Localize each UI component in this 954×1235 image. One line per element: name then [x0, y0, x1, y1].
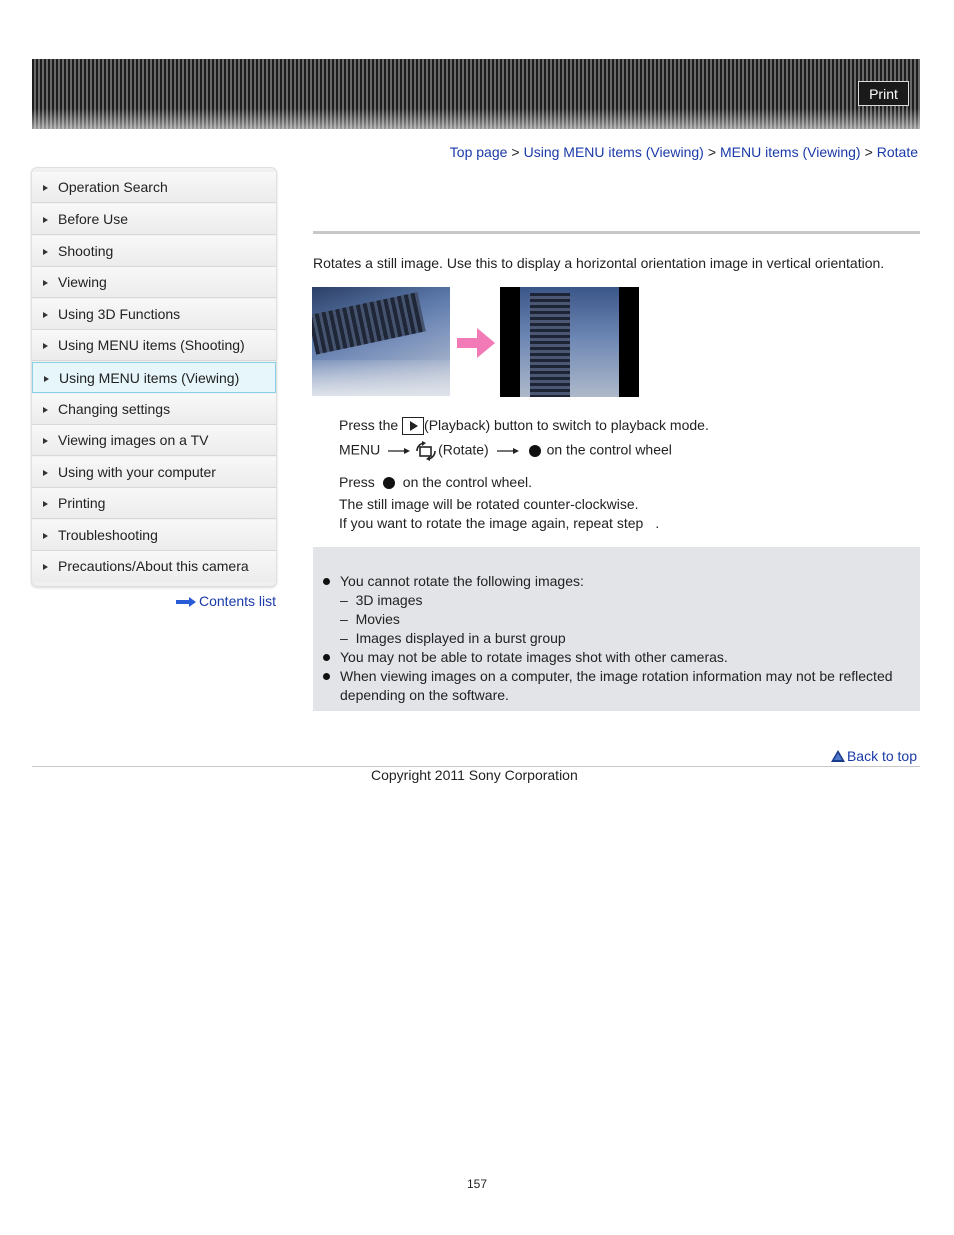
note-3-line-2: depending on the software. [340, 687, 509, 703]
triangle-right-icon [43, 343, 48, 349]
horizontal-image-before [312, 287, 450, 396]
step-2 [339, 441, 672, 461]
step-3-line-3 [339, 515, 659, 531]
dash: – [340, 630, 348, 646]
sidebar-item-label: Using MENU items (Shooting) [58, 337, 245, 353]
sidebar-item-label: Precautions/About this camera [58, 558, 249, 574]
sidebar-item-viewing[interactable] [32, 267, 276, 298]
rotate-icon [414, 441, 438, 461]
sidebar-item-label: Using 3D Functions [58, 306, 181, 322]
playback-icon [402, 417, 424, 435]
sidebar [31, 167, 277, 587]
note-2: You may not be able to rotate images shot with other cameras. [340, 649, 728, 665]
sidebar-item-shooting[interactable] [32, 236, 276, 267]
sidebar-item-label: Viewing [58, 274, 107, 290]
contents-list-link[interactable] [176, 593, 276, 609]
step-3-post: on the control wheel. [402, 474, 532, 490]
note-1-sub-1 [340, 592, 423, 608]
triangle-right-icon [43, 312, 48, 318]
step-3 [339, 474, 532, 490]
sidebar-item-operation-search[interactable] [32, 172, 276, 203]
triangle-right-icon [43, 407, 48, 413]
back-to-top-link[interactable] [831, 748, 917, 764]
triangle-right-icon [43, 564, 48, 570]
note-1-sub-3 [340, 630, 566, 646]
sidebar-item-label: Before Use [58, 211, 129, 227]
breadcrumb-separator: > [707, 144, 717, 160]
rotated-image-after [500, 287, 639, 397]
triangle-right-icon [43, 470, 48, 476]
breadcrumb [450, 144, 918, 160]
sidebar-item-troubleshooting[interactable] [32, 520, 276, 551]
breadcrumb-top-page[interactable]: Top page [449, 144, 508, 160]
step-1-post: (Playback) button to switch to playback mode. [424, 417, 709, 433]
triangle-right-icon [43, 249, 48, 255]
breadcrumb-separator: > [511, 144, 520, 160]
triangle-right-icon [43, 217, 48, 223]
triangle-right-icon [43, 533, 48, 539]
print-button[interactable]: Print [858, 81, 909, 106]
triangle-right-icon [43, 438, 48, 444]
sidebar-item-menu-shooting[interactable] [32, 330, 276, 361]
note-1-sub-text: Images displayed in a burst group [355, 630, 566, 646]
note-1-sub-2 [340, 611, 400, 627]
contents-list-label: Contents list [199, 593, 277, 609]
arrow-right-icon [497, 447, 519, 455]
dash: – [340, 611, 348, 627]
page-number: 157 [467, 1177, 488, 1191]
intro-text: Rotates a still image. Use this to display a horizontal orientation image in vertical orientation. [313, 255, 885, 271]
sidebar-item-menu-viewing[interactable] [32, 362, 276, 393]
sidebar-item-label: Troubleshooting [58, 527, 158, 543]
notes-box [313, 547, 920, 711]
sidebar-item-label: Viewing images on a TV [58, 432, 209, 448]
arrow-right-icon [176, 597, 196, 607]
note-1: You cannot rotate the following images: [340, 573, 584, 589]
breadcrumb-using-menu-viewing[interactable]: Using MENU items (Viewing) [523, 144, 704, 160]
note-1-sub-text: 3D images [355, 592, 423, 608]
sidebar-item-changing-settings[interactable] [32, 394, 276, 425]
step-3-pre: Press [339, 474, 375, 490]
center-button-icon [529, 445, 541, 457]
step-3-repeat-text: If you want to rotate the image again, repeat step [339, 515, 644, 531]
sidebar-item-precautions[interactable] [32, 551, 276, 582]
triangle-right-icon [43, 280, 48, 286]
note-3-line-1: When viewing images on a computer, the image rotation information may not be reflected [340, 668, 893, 684]
rotate-label: (Rotate) [438, 441, 489, 458]
sidebar-item-before-use[interactable] [32, 204, 276, 235]
bullet-icon [323, 578, 330, 585]
bullet-icon [323, 654, 330, 661]
step-3-line-2: The still image will be rotated counter-clockwise. [339, 496, 639, 512]
copyright-text: Copyright 2011 Sony Corporation [371, 767, 578, 783]
sidebar-item-label: Printing [58, 495, 106, 511]
sidebar-item-3d-functions[interactable] [32, 299, 276, 330]
note-1-sub-text: Movies [355, 611, 400, 627]
sidebar-item-label: Using with your computer [58, 464, 216, 480]
breadcrumb-menu-items-viewing[interactable]: MENU items (Viewing) [720, 144, 861, 160]
sidebar-item-label: Shooting [58, 243, 114, 259]
step-3-repeat-end: . [655, 515, 660, 531]
breadcrumb-rotate[interactable]: Rotate [876, 144, 918, 160]
center-button-icon [383, 477, 395, 489]
sidebar-item-printing[interactable] [32, 488, 276, 519]
sidebar-item-label: Using MENU items (Viewing) [59, 370, 240, 386]
breadcrumb-separator: > [864, 144, 873, 160]
triangle-right-icon [43, 501, 48, 507]
pink-arrow-icon [457, 328, 495, 358]
step-1 [339, 417, 709, 435]
triangle-right-icon [44, 376, 49, 382]
back-to-top-label: Back to top [846, 748, 917, 764]
step-2-post: on the control wheel [546, 441, 672, 458]
step-1-pre: Press the [339, 417, 399, 433]
sidebar-item-viewing-on-tv[interactable] [32, 425, 276, 456]
menu-label: MENU [339, 441, 381, 458]
header-banner [32, 59, 920, 129]
arrow-right-icon [388, 447, 410, 455]
sidebar-item-computer[interactable] [32, 457, 276, 488]
dash: – [340, 592, 348, 608]
triangle-right-icon [43, 185, 48, 191]
sidebar-item-label: Changing settings [58, 401, 171, 417]
title-divider [313, 231, 920, 234]
bullet-icon [323, 673, 330, 680]
triangle-up-icon [831, 750, 845, 762]
sidebar-item-label: Operation Search [58, 179, 168, 195]
